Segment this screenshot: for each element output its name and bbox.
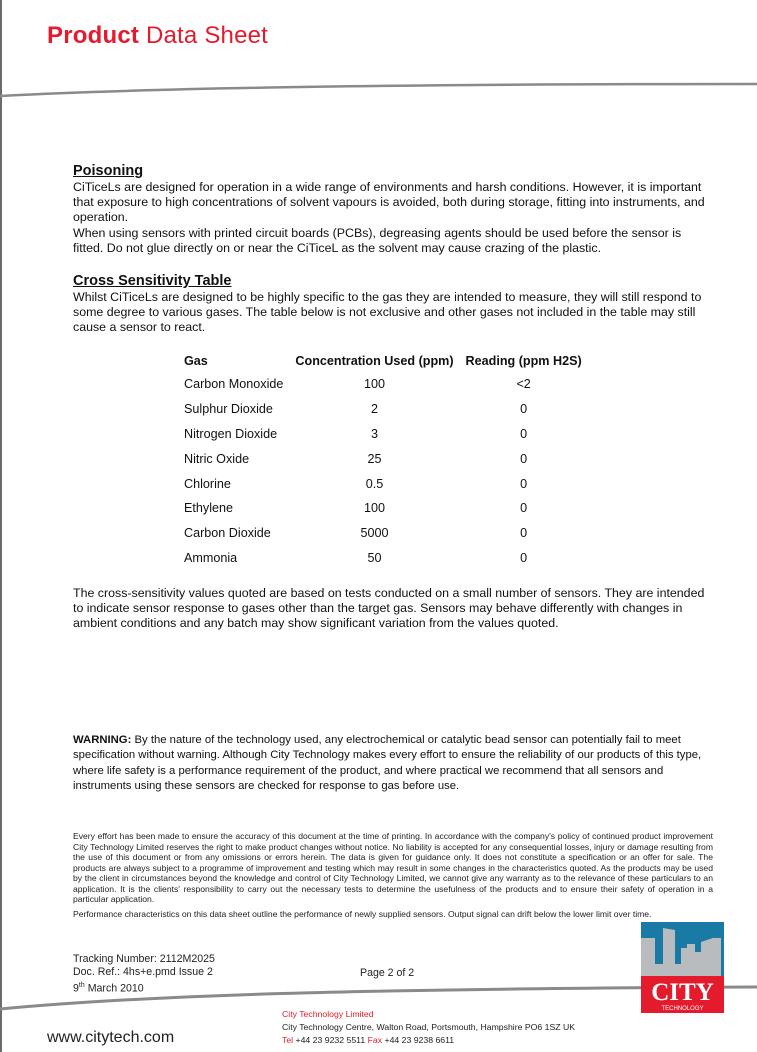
cross-sensitivity-section [73, 273, 713, 336]
cell-concentration: 25 [367, 451, 382, 466]
cell-concentration: 0.5 [365, 476, 384, 491]
cell-reading: 0 [520, 402, 528, 417]
doc-ref: Doc. Ref.: 4hs+e.pmd Issue 2 [73, 966, 213, 979]
poisoning-paragraph-2: When using sensors with printed circuit boards (PCBs), degreasing agents should be used before the sensor is fitted. Do not glue directly on or near the CiTiceL as the solvent may cause crazing of the plastic. [73, 225, 682, 255]
table-row [178, 446, 588, 471]
poisoning-paragraph-1: CiTiceLs are designed for operation in a wide range of environments and harsh conditions. However, it is important that exposure to high concentrations of solvent vapours is avoided, both during storage, fitting into instruments, and operation. [73, 180, 705, 225]
table-row [178, 496, 588, 521]
poisoning-section [73, 163, 713, 256]
cell-reading: 0 [520, 526, 528, 541]
table-row [178, 397, 588, 422]
warning-block [73, 733, 713, 794]
cell-reading: 0 [520, 501, 528, 516]
page-title [47, 22, 268, 50]
logo-sub: TECHNOLOGY [661, 1006, 704, 1012]
table-row [178, 471, 588, 496]
poisoning-heading: Poisoning [73, 163, 144, 179]
title-bold: Product [47, 22, 140, 49]
cell-concentration: 2 [370, 402, 378, 417]
cross-sensitivity-table [178, 350, 588, 570]
contact-line: Tel +44 23 9232 5511 Fax +44 23 9238 6611 [282, 1035, 455, 1045]
cell-gas: Nitrogen Dioxide [184, 426, 278, 441]
cell-gas: Nitric Oxide [184, 451, 250, 466]
cell-concentration: 50 [367, 550, 382, 565]
cell-gas: Ammonia [184, 550, 238, 565]
logo-word: CITY [651, 979, 714, 1006]
cell-reading: 0 [520, 550, 528, 565]
cell-concentration: 5000 [360, 526, 389, 541]
cell-concentration: 100 [363, 377, 385, 392]
table-row [178, 546, 588, 571]
performance-note: Performance characteristics on this data sheet outline the performance of newly supplied sensors. Output signal can drift below the lower limit over time. [73, 909, 652, 919]
title-light: Data Sheet [145, 22, 269, 49]
cell-gas: Sulphur Dioxide [184, 402, 273, 417]
column-header-gas: Gas [184, 354, 208, 368]
cell-gas: Ethylene [184, 501, 234, 516]
page-edge [0, 0, 2, 1052]
cell-reading: 0 [520, 451, 528, 466]
cell-gas: Carbon Monoxide [184, 377, 284, 392]
doc-date: 9th March 2010 [73, 982, 144, 995]
cell-concentration: 100 [363, 501, 385, 516]
disclaimer: Every effort has been made to ensure the accuracy of this document at the time of printing. In accordance with the company's policy of continued product improvement City Technology Limited reserves the right to make product changes without notice. No liability is accepted for any consequential losses, injury or damage resulting from the use of this document or from any omissions or errors herein. The data is given for guidance only. It does not constitute a specification or an offer for sale. The products are always subject to a programme of improvement and testing which may result in some changes in the characteristics quoted. As the products may be used by the client in circumstances beyond the knowledge and control of City Technology Limited, we cannot give any warranty as to the relevance of these particulars to an application. It is the clients' responsibility to carry out the necessary tests to determine the usefulness of the products and to ensure their safety of operation in a particular application. [73, 831, 713, 904]
cell-reading: 0 [520, 476, 528, 491]
table-row [178, 422, 588, 447]
website-link[interactable]: www.citytech.com [47, 1029, 175, 1046]
city-technology-logo [641, 922, 724, 1013]
cell-reading: 0 [520, 426, 528, 441]
company-name: City Technology Limited [282, 1009, 374, 1019]
cell-gas: Chlorine [184, 476, 231, 491]
warning-label: WARNING: [73, 734, 132, 746]
warning-text: By the nature of the technology used, any electrochemical or catalytic bead sensor can potentially fail to meet specification without warning. Although City Technology makes every effort to ensure the reliability of our products of this type, where life safety is a performance requirement of the product, and where practical we recommend that all sensors and instruments using these sensors are checked for response to gas before use. [73, 734, 702, 792]
cross-sensitivity-note [73, 586, 713, 632]
cell-gas: Carbon Dioxide [184, 526, 271, 541]
table-header-row [178, 350, 588, 372]
page-number: Page 2 of 2 [360, 967, 415, 979]
header-divider-curve [0, 80, 757, 100]
tracking-number: Tracking Number: 2112M2025 [73, 953, 215, 965]
cross-sensitivity-intro: Whilst CiTiceLs are designed to be highly specific to the gas they are intended to measure, they will still respond to some degree to various gases. The table below is not exclusive and other gases not included in the table may still cause a sensor to react. [73, 290, 702, 335]
company-address [282, 1008, 575, 1047]
column-header-concentration: Concentration Used (ppm) [295, 354, 454, 368]
cross-sensitivity-heading: Cross Sensitivity Table [73, 273, 232, 289]
cell-concentration: 3 [370, 426, 378, 441]
table-row [178, 521, 588, 546]
cross-sensitivity-note-text: The cross-sensitivity values quoted are based on tests conducted on a small number of sensors. They are intended to indicate sensor response to gases other than the target gas. Sensors may behave differently with changes in ambient conditions and any batch may show significant variation from the values quoted. [73, 586, 705, 631]
table-row [178, 372, 588, 397]
cell-reading: <2 [516, 377, 531, 392]
address-line: City Technology Centre, Walton Road, Portsmouth, Hampshire PO6 1SZ UK [282, 1022, 576, 1032]
column-header-reading: Reading (ppm H2S) [465, 354, 582, 368]
